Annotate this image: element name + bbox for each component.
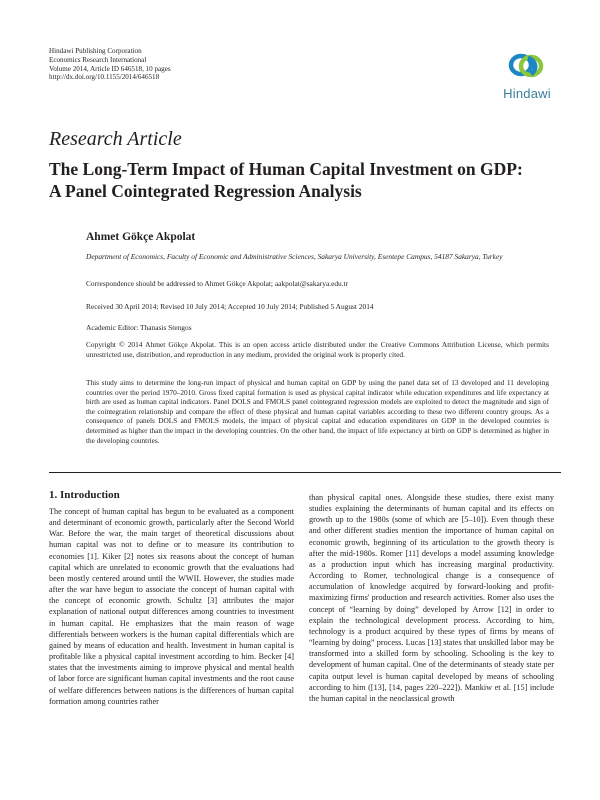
author-name: Ahmet Gökçe Akpolat	[86, 231, 196, 243]
body-column-right: than physical capital ones. Alongside these studies, there exist many studies explaining the determinants of human capital and its effects on growth up to the 1980s (some of which are [5–10]). Even though these and other different studies mention the importance of human capital on economic growth, beginning of its articulation to the growth theory is after the mid-1980s. Romer [11] develops a model assuming knowledge as a production input which has increasing marginal productivity. According to Romer, technological change is a consequence of accumulation of knowledge acquired by forward-looking and profit-maximizing firms' production and research activities. Romer also uses the concept of “learning by doing” developed by Arrow [12] in order to explain the technological development process. According to him, technology is a product acquired by these types of firms by means of “learning by doing” process. Lucas [13] states that unskilled labor may be transformed into a skilled form by schooling. Schooling is the key to development of human capital. One of the determinants of steady state per capita output level is human capital developed by means of schooling according to him ([13], [14, pages 220–222]). Mankiw et al. [15] include the human capital in the neoclassical growth	[309, 493, 554, 703]
journal-header	[49, 47, 171, 82]
hindawi-logo-text: Hindawi	[503, 86, 551, 101]
article-title-line-2: A Panel Cointegrated Regression Analysis	[49, 181, 362, 201]
volume-info: Volume 2014, Article ID 646518, 10 pages	[49, 64, 171, 73]
author-affiliation: Department of Economics, Faculty of Economic and Administrative Sciences, Sakarya University, Esentepe Campus, 54187 Sakarya, Turkey	[86, 252, 503, 261]
correspondence-line: Correspondence should be addressed to Ahmet Gökçe Akpolat; aakpolat@sakarya.edu.tr	[86, 279, 349, 288]
academic-editor: Academic Editor: Thanasis Stengos	[86, 323, 192, 332]
body-column-left: The concept of human capital has begun to be evaluated as a component and determinant of economic growth, particularly after the Second World War. Before the war, the main target of theoretical discussions about human capital was not to define or to measure its contribution to economies [1]. Kiker [2] notes six reasons about the concept of human capital which are unrelated to economic growth that the evaluations had been mostly centered around until the WWII. However, the studies made after the war have begun to associate the concept of human capital with the concept of economic growth. Schultz [3] attributes the major explanation of national output differences among countries to investment in human capital. He emphasizes that the main reason of wage differentials between workers is the human capital differentials which are gained by means of education and health. Investment in human capital is profitable like a physical capital investment according to him. Becker [4] states that the investments aiming to improve physical and mental health of labor force are significant human capital investments and the root cause of welfare differences between nations is the differences of human capital formation among countries rather	[49, 507, 294, 706]
section-heading-introduction: 1. Introduction	[49, 489, 120, 501]
section-divider	[49, 472, 561, 473]
article-title	[49, 158, 569, 202]
abstract-text: This study aims to determine the long-run impact of physical and human capital on GDP by using the panel data set of 13 developed and 11 developing countries over the period 1970–2010. Gross fixed capital formation is used as physical capital indicator while education expenditures and life expectancy at birth are used as human capital indicators. Panel DOLS and FMOLS panel cointegrated regression models are exploited to detect the magnitude and sign of the cointegration relationship and compare the effect of these physical and human capital variables according to these two different country groups. As a consequence of panels DOLS and FMOLS models, the impact of physical capital and education expenditures on GDP in the developed countries is determined as higher than the impact in the developing countries. On the other hand, the impact of life expectancy at birth on GDP is determined as higher in the developing countries.	[86, 378, 549, 445]
doi-link[interactable]: http://dx.doi.org/10.1155/2014/646518	[49, 73, 160, 82]
journal-name: Economics Research International	[49, 55, 147, 64]
article-type-label: Research Article	[49, 128, 182, 150]
article-title-line-1: The Long-Term Impact of Human Capital Investment on GDP:	[49, 159, 523, 179]
publication-dates: Received 30 April 2014; Revised 10 July 2014; Accepted 10 July 2014; Published 5 August 2014	[86, 302, 374, 311]
publisher-name: Hindawi Publishing Corporation	[49, 47, 142, 55]
copyright-notice: Copyright © 2014 Ahmet Gökçe Akpolat. This is an open access article distributed under the Creative Commons Attribution License, which permits unrestricted use, distribution, and reproduction in any medium, provided the original work is properly cited.	[86, 340, 549, 359]
